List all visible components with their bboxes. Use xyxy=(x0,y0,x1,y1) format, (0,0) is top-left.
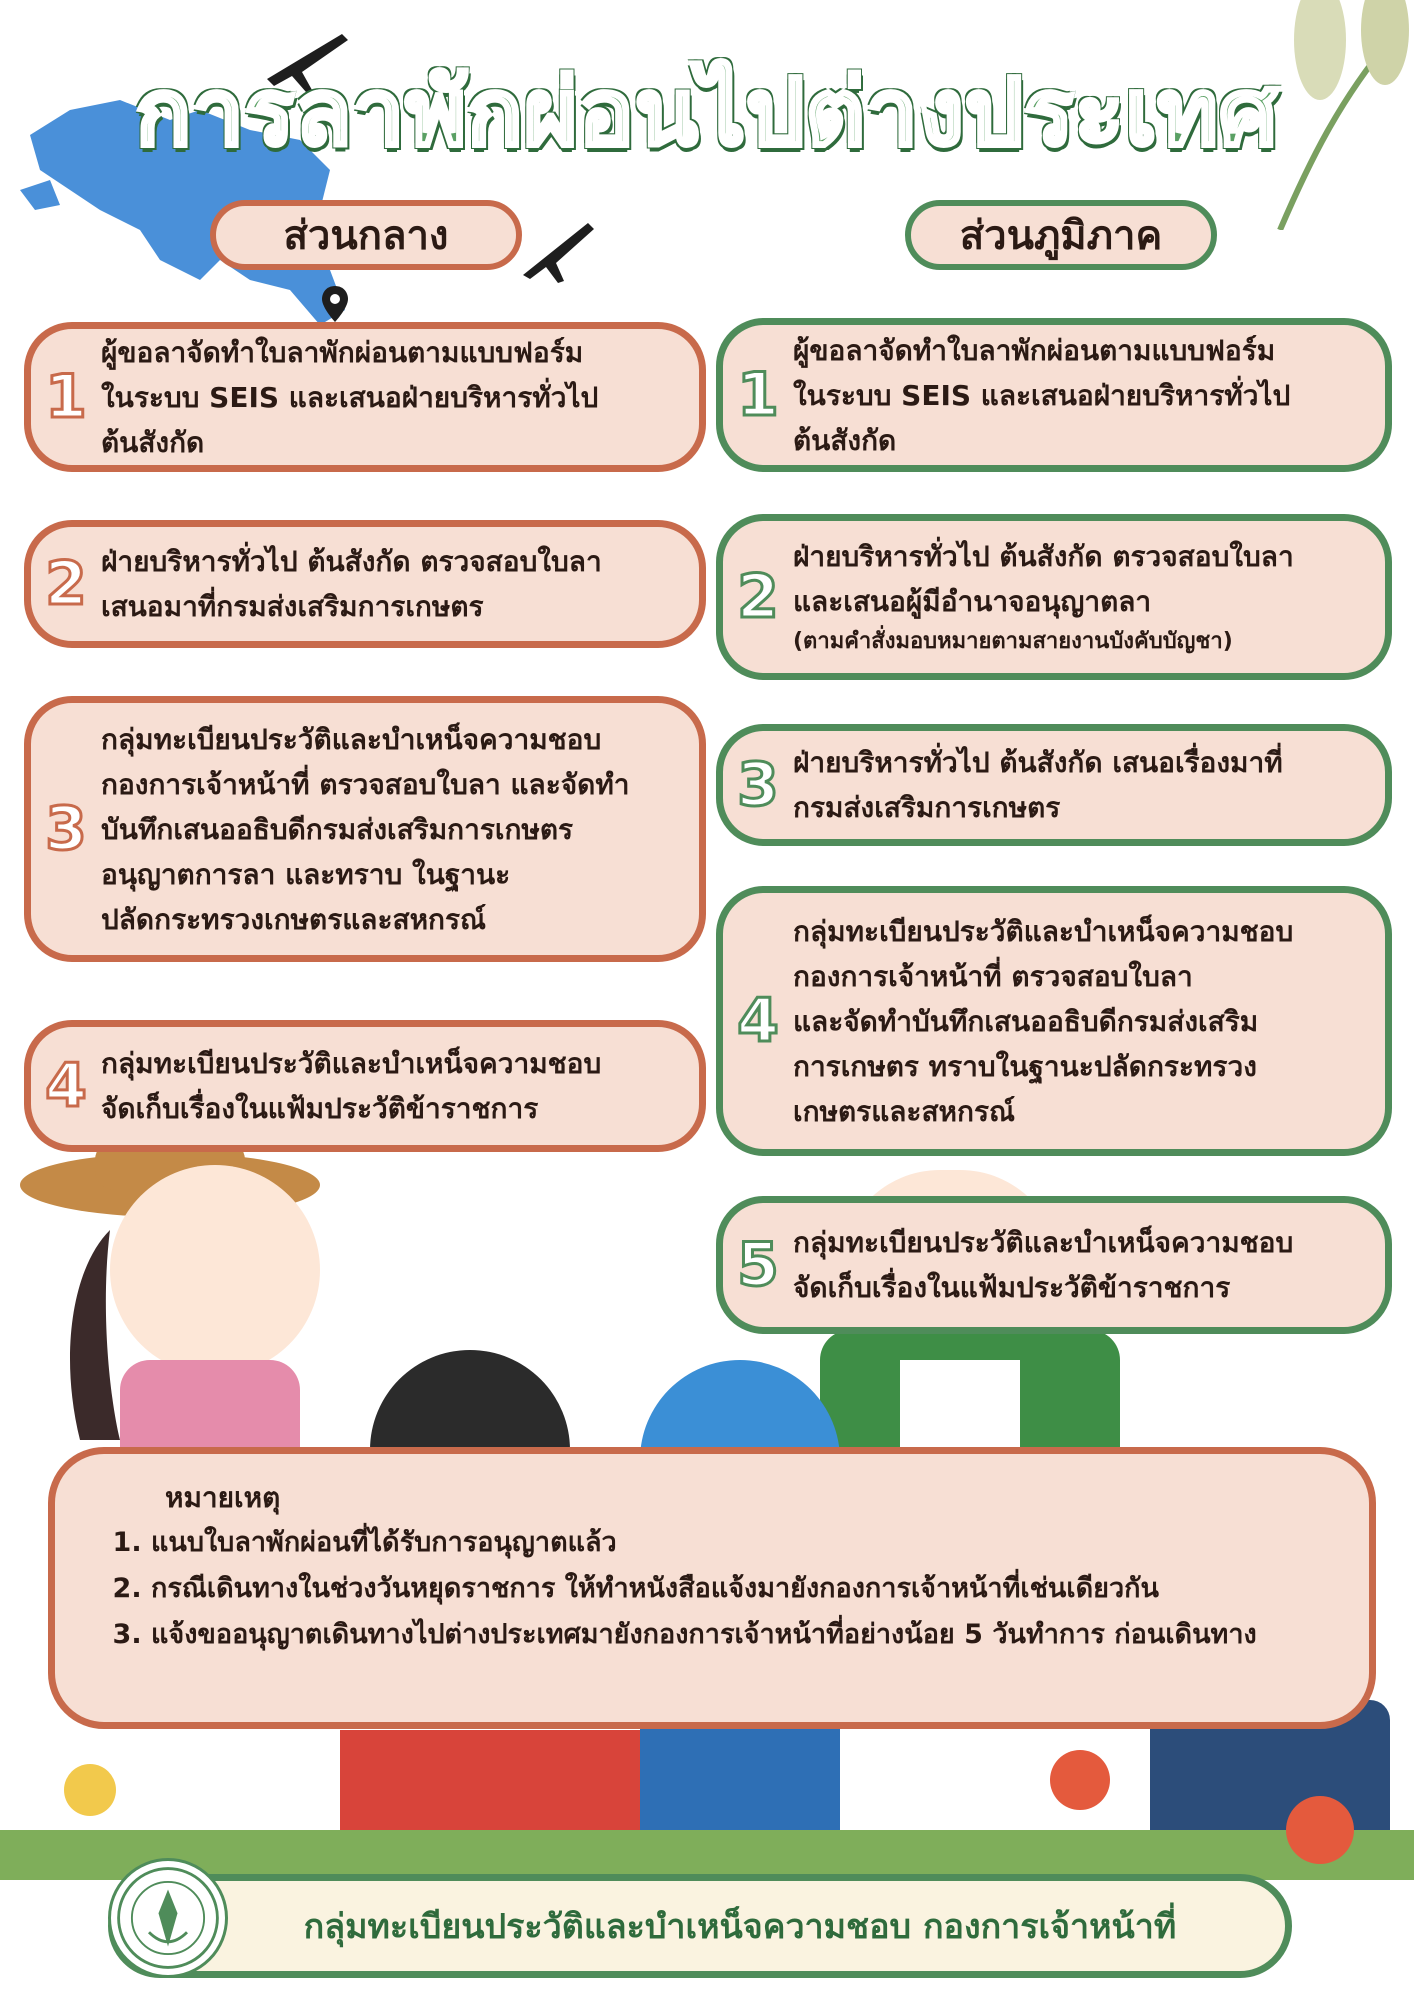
central-step-3 xyxy=(24,696,706,962)
step-text: ผู้ขอลาจัดทำใบลาพักผ่อนตามแบบฟอร์ม ในระบบ SEIS และเสนอฝ่ายบริหารทั่วไป ต้นสังกัด xyxy=(101,335,599,459)
page-title: การลาพักผ่อนไปต่างประเทศ xyxy=(135,59,1279,166)
note-item: 2. กรณีเดินทางในช่วงวันหยุดราชการ ให้ทำหนังสือแจ้งมายังกองการเจ้าหน้าที่เช่นเดียวกัน xyxy=(151,1566,1309,1612)
step-number: 1 xyxy=(737,360,779,430)
airplane-icon xyxy=(518,215,598,285)
step-number: 4 xyxy=(737,986,779,1056)
central-section-header: ส่วนกลาง xyxy=(210,200,522,270)
note-item: 1. แนบใบลาพักผ่อนที่ได้รับการอนุญาตแล้ว xyxy=(151,1520,1309,1566)
footer-text: กลุ่มทะเบียนประวัติและบำเหน็จความชอบ กองการเจ้าหน้าที่ xyxy=(303,1907,1177,1947)
step-number: 1 xyxy=(45,362,87,432)
regional-step-4 xyxy=(716,886,1392,1156)
step-text: กลุ่มทะเบียนประวัติและบำเหน็จความชอบ จัดเก็บเรื่องในแฟ้มประวัติข้าราชการ xyxy=(101,1047,602,1125)
step-text: ฝ่ายบริหารทั่วไป ต้นสังกัด ตรวจสอบใบลา และเสนอผู้มีอำนาจอนุญาตลา xyxy=(793,540,1294,618)
step-text: ฝ่ายบริหารทั่วไป ต้นสังกัด เสนอเรื่องมาที่ กรมส่งเสริมการเกษตร xyxy=(793,746,1283,824)
step-text: กลุ่มทะเบียนประวัติและบำเหน็จความชอบ กองการเจ้าหน้าที่ ตรวจสอบใบลา และจัดทำ บันทึกเสนออธิบดีกรมส่งเสริมการเกษตร อนุญาตการลา และทราบ ในฐานะ ปลัดกระทรวงเกษตรและสหกรณ์ xyxy=(101,722,630,936)
seal-logo xyxy=(108,1858,228,1978)
central-step-1 xyxy=(24,322,706,472)
regional-section-header: ส่วนภูมิภาค xyxy=(905,200,1217,270)
step-number: 2 xyxy=(737,562,779,632)
step-number: 2 xyxy=(45,549,87,619)
step-text: กลุ่มทะเบียนประวัติและบำเหน็จความชอบ กองการเจ้าหน้าที่ ตรวจสอบใบลา และจัดทำบันทึกเสนออธิบดีกรมส่งเสริม การเกษตร ทราบในฐานะปลัดกระทรวง เกษตรและสหกรณ์ xyxy=(793,914,1294,1128)
notes-title: หมายเหตุ xyxy=(165,1481,281,1514)
step-number: 3 xyxy=(737,750,779,820)
step-number: 5 xyxy=(737,1230,779,1300)
step-note: (ตามคำสั่งมอบหมายตามสายงานบังคับบัญชา) xyxy=(793,629,1233,654)
notes-box xyxy=(48,1447,1376,1729)
note-item: 3. แจ้งขออนุญาตเดินทางไปต่างประเทศมายังกองการเจ้าหน้าที่อย่างน้อย 5 วันทำการ ก่อนเดินทาง xyxy=(151,1612,1309,1658)
central-step-2 xyxy=(24,520,706,648)
step-number: 4 xyxy=(45,1051,87,1121)
step-text: ฝ่ายบริหารทั่วไป ต้นสังกัด ตรวจสอบใบลา เสนอมาที่กรมส่งเสริมการเกษตร xyxy=(101,545,602,623)
regional-step-5 xyxy=(716,1196,1392,1334)
location-pin-icon xyxy=(320,284,350,324)
step-text: ผู้ขอลาจัดทำใบลาพักผ่อนตามแบบฟอร์ม ในระบบ SEIS และเสนอฝ่ายบริหารทั่วไป ต้นสังกัด xyxy=(793,333,1291,457)
step-text: กลุ่มทะเบียนประวัติและบำเหน็จความชอบ จัดเก็บเรื่องในแฟ้มประวัติข้าราชการ xyxy=(793,1226,1294,1304)
central-step-4 xyxy=(24,1020,706,1152)
notes-list xyxy=(115,1520,1309,1658)
regional-step-2 xyxy=(716,514,1392,680)
regional-step-1 xyxy=(716,318,1392,472)
step-number: 3 xyxy=(45,794,87,864)
regional-step-3 xyxy=(716,724,1392,846)
footer-banner xyxy=(108,1874,1292,1978)
